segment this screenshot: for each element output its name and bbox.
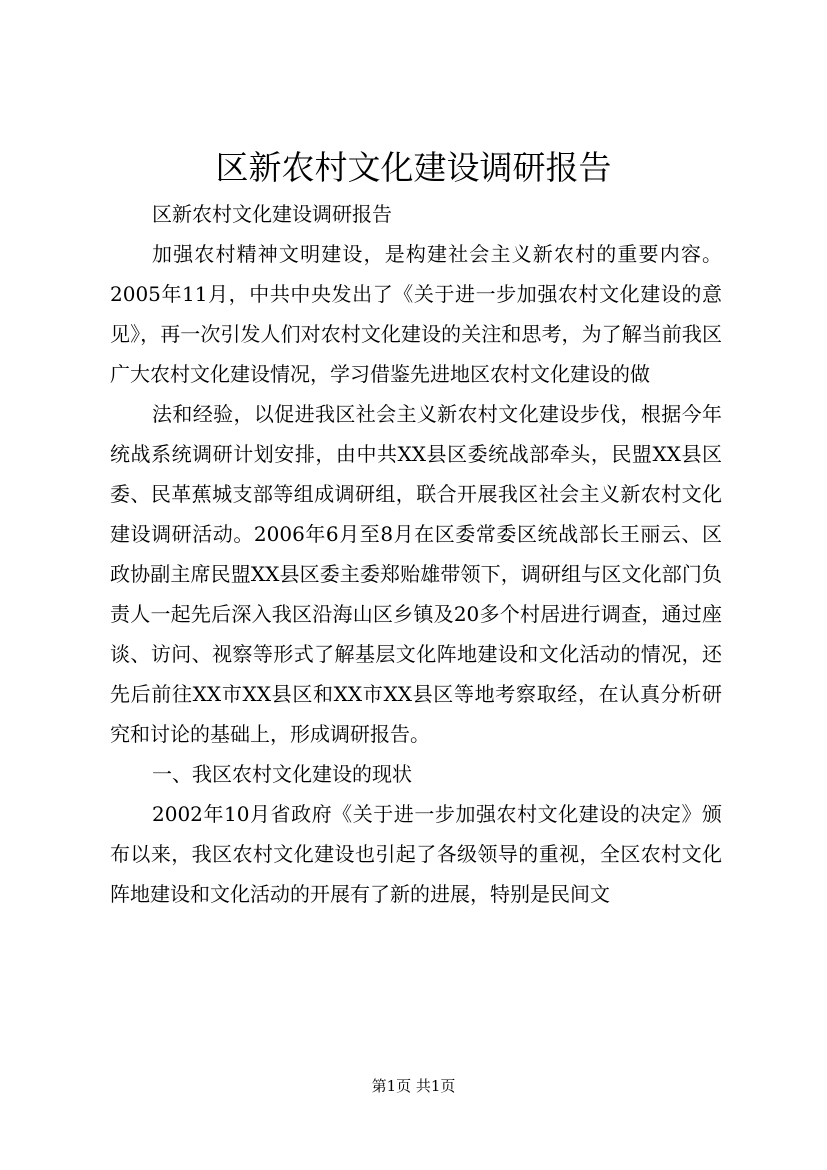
paragraph-method: 法和经验，以促进我区社会主义新农村文化建设步伐，根据今年统战系统调研计划安排，由中共XX县区委统战部牵头，民盟XX县区委、民革蕉城支部等组成调研组，联合开展我区社会主义新农村文化建设调研活动。2006年6月至8月在区委常委区统战部长王丽云、区政协副主席民盟XX县区委主委郑贻雄带领下，调研组与区文化部门负责人一起先后深入我区沿海山区乡镇及20多个村居进行调查，通过座谈、访问、视察等形式了解基层文化阵地建设和文化活动的情况，还先后前往XX市XX县区和XX市XX县区等地考察取经，在认真分析研究和讨论的基础上，形成调研报告。 [110,402,722,746]
document-body [110,194,722,914]
document-title: 区新农村文化建设调研报告 [215,148,612,187]
section-heading-status: 一、我区农村文化建设的现状 [152,762,412,786]
paragraph-intro: 加强农村精神文明建设，是构建社会主义新农村的重要内容。2005年11月，中共中央发出了《关于进一步加强农村文化建设的意见》，再一次引发人们对农村文化建设的关注和思考，为了解当前我区广大农村文化建设情况，学习借鉴先进地区农村文化建设的做 [110,242,722,386]
paragraph-status: 2002年10月省政府《关于进一步加强农村文化建设的决定》颁布以来，我区农村文化建设也引起了各级领导的重视，全区农村文化阵地建设和文化活动的开展有了新的进展，特别是民间文 [110,802,722,906]
page-footer: 第1页 共1页 [371,1077,456,1095]
paragraph-subtitle: 区新农村文化建设调研报告 [152,202,392,226]
